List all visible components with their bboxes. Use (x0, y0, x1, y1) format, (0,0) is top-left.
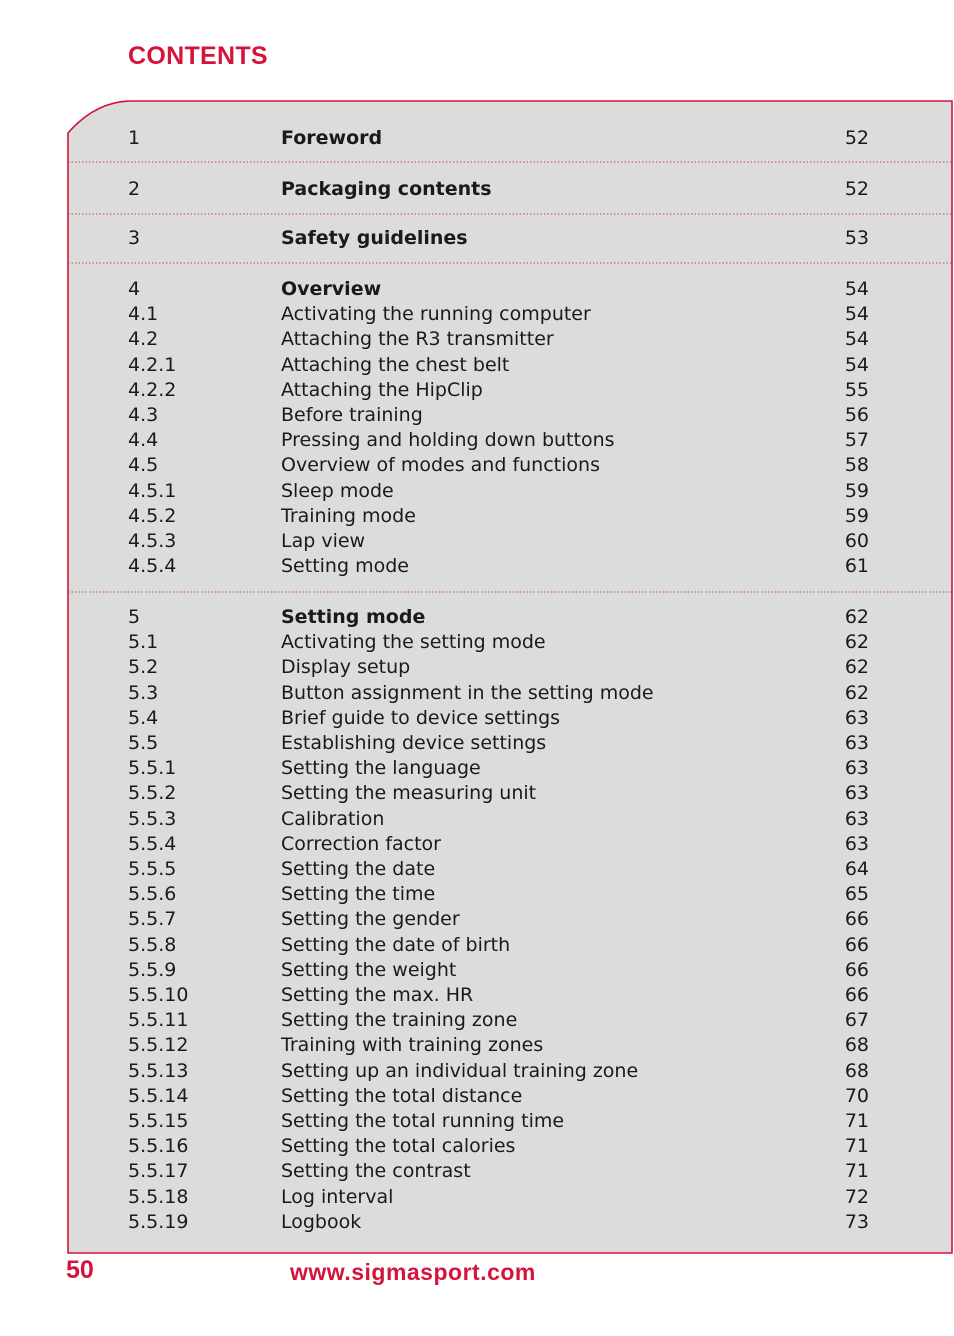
entry-number: 4.2 (128, 328, 159, 351)
entry-title: Setting mode (281, 555, 409, 578)
toc-entry[interactable] (68, 655, 952, 680)
entry-page: 63 (844, 807, 869, 830)
entry-number: 3 (128, 227, 141, 249)
entry-number: 5.5.16 (128, 1135, 189, 1158)
toc-entry[interactable] (68, 1185, 952, 1210)
entry-page: 60 (844, 530, 869, 552)
toc-entry[interactable] (68, 479, 952, 504)
website-link[interactable]: www.sigmasport.com (290, 1259, 536, 1285)
entry-title: Lap view (281, 530, 366, 552)
entry-title: Button assignment in the setting mode (281, 681, 654, 704)
entry-title: Overview of modes and functions (281, 454, 600, 477)
entry-page: 71 (844, 1135, 869, 1158)
entry-number: 4.5 (128, 454, 159, 477)
entry-title: Log interval (281, 1185, 394, 1208)
toc-entry[interactable] (68, 958, 952, 983)
entry-page: 66 (844, 958, 869, 981)
entry-title: Calibration (281, 807, 385, 830)
toc-entry[interactable] (68, 177, 952, 202)
entry-number: 4.4 (128, 429, 159, 452)
entry-title: Setting the date of birth (281, 933, 511, 956)
toc-entry[interactable] (68, 781, 952, 806)
entry-number: 5.5.5 (128, 858, 177, 880)
toc-entry[interactable] (68, 226, 952, 251)
entry-page: 66 (844, 933, 869, 956)
entry-title: Setting the total calories (281, 1135, 516, 1158)
toc-entry[interactable] (68, 353, 952, 378)
toc-entry[interactable] (68, 1210, 952, 1235)
entry-number: 4.5.4 (128, 555, 177, 578)
entry-page: 54 (844, 353, 869, 376)
toc-entry[interactable] (68, 504, 952, 529)
entry-title: Setting the total distance (281, 1084, 523, 1107)
entry-page: 54 (844, 303, 869, 326)
entry-title: Correction factor (281, 832, 441, 855)
entry-page: 54 (844, 328, 869, 351)
entry-title: Setting mode (281, 606, 426, 628)
toc-entry[interactable] (68, 706, 952, 731)
entry-page: 58 (844, 454, 869, 477)
entry-title: Training mode (281, 504, 416, 527)
entry-page: 64 (844, 858, 869, 880)
entry-page: 70 (844, 1084, 869, 1107)
entry-number: 5.5.9 (128, 958, 177, 981)
entry-title: Foreword (281, 127, 383, 149)
toc-entry[interactable] (68, 403, 952, 428)
entry-page: 63 (844, 757, 869, 780)
entry-number: 4.1 (128, 303, 159, 326)
entry-number: 5.4 (128, 706, 159, 729)
entry-title: Setting the max. HR (281, 984, 474, 1006)
entry-title: Pressing and holding down buttons (281, 429, 615, 452)
entry-page: 55 (844, 378, 869, 401)
entry-title: Overview (281, 278, 382, 300)
entry-title: Training with training zones (281, 1034, 544, 1057)
entry-title: Attaching the chest belt (281, 353, 510, 376)
entry-page: 62 (844, 606, 869, 628)
entry-page: 63 (844, 832, 869, 855)
toc-entry[interactable] (68, 529, 952, 554)
toc-entry[interactable] (68, 428, 952, 453)
entry-title: Before training (281, 404, 423, 426)
entry-number: 5.1 (128, 631, 159, 654)
entry-number: 5.2 (128, 656, 159, 679)
entry-number: 5.5.3 (128, 807, 177, 830)
entry-number: 5.5.7 (128, 908, 177, 931)
toc-entry[interactable] (68, 681, 952, 706)
entry-number: 5.5.8 (128, 933, 177, 956)
entry-number: 5.5.4 (128, 832, 177, 855)
entry-title: Setting the total running time (281, 1110, 565, 1132)
toc-entry[interactable] (68, 807, 952, 832)
entry-number: 5 (128, 606, 141, 628)
entry-page: 66 (844, 984, 869, 1006)
toc-entry[interactable] (68, 302, 952, 327)
entry-title: Setting the contrast (281, 1160, 471, 1183)
entry-number: 5.5.18 (128, 1185, 189, 1208)
toc-entry[interactable] (68, 378, 952, 403)
entry-number: 4.2.2 (128, 378, 177, 401)
toc-entry[interactable] (68, 731, 952, 756)
entry-title: Setting the training zone (281, 1009, 518, 1032)
entry-page: 52 (844, 178, 869, 200)
entry-number: 4 (128, 278, 141, 300)
entry-number: 5.5.14 (128, 1084, 189, 1107)
entry-number: 5.5.15 (128, 1110, 189, 1132)
entry-title: Setting the gender (281, 908, 460, 931)
entry-title: Attaching the R3 transmitter (281, 328, 554, 351)
toc-entry[interactable] (68, 1059, 952, 1084)
entry-page: 67 (844, 1009, 869, 1032)
entry-number: 5.5.1 (128, 757, 177, 780)
entry-page: 63 (844, 732, 869, 754)
entry-title: Establishing device settings (281, 732, 547, 754)
entry-page: 72 (844, 1185, 869, 1208)
toc-entry[interactable] (68, 832, 952, 857)
entry-page: 66 (844, 908, 869, 931)
entry-title: Activating the running computer (281, 303, 591, 326)
entry-title: Activating the setting mode (281, 631, 546, 654)
entry-number: 4.5.1 (128, 479, 177, 502)
entry-page: 56 (844, 404, 869, 426)
entry-page: 61 (844, 555, 869, 578)
entry-page: 57 (844, 429, 869, 452)
toc-entry[interactable] (68, 126, 952, 151)
entry-page: 68 (844, 1034, 869, 1057)
entry-title: Logbook (281, 1210, 362, 1233)
entry-page: 62 (844, 631, 869, 654)
entry-title: Packaging contents (281, 178, 492, 200)
entry-page: 71 (844, 1110, 869, 1132)
entry-number: 4.5.2 (128, 504, 177, 527)
entry-number: 5.5.11 (128, 1009, 189, 1032)
toc-entry[interactable] (68, 1008, 952, 1033)
entry-page: 63 (844, 706, 869, 729)
entry-number: 5.5.12 (128, 1034, 189, 1057)
entry-title: Setting up an individual training zone (281, 1059, 639, 1082)
entry-page: 73 (844, 1210, 869, 1233)
entry-number: 5.5.10 (128, 984, 189, 1006)
entry-page: 62 (844, 656, 869, 679)
entry-number: 5.5.17 (128, 1160, 189, 1183)
toc-entry[interactable] (68, 756, 952, 781)
toc-entry[interactable] (68, 453, 952, 478)
entry-number: 1 (128, 127, 141, 149)
entry-number: 2 (128, 178, 141, 200)
entry-page: 62 (844, 681, 869, 704)
contents-heading: CONTENTS (128, 42, 268, 70)
entry-page: 53 (844, 227, 869, 249)
entry-number: 4.3 (128, 404, 159, 426)
toc-entry[interactable] (68, 1033, 952, 1058)
toc-entry[interactable] (68, 554, 952, 579)
entry-title: Setting the date (281, 858, 436, 880)
entry-title: Safety guidelines (281, 227, 468, 249)
entry-number: 5.5.6 (128, 883, 177, 906)
entry-page: 63 (844, 782, 869, 805)
entry-number: 5.3 (128, 681, 159, 704)
toc-entry[interactable] (68, 857, 952, 882)
entry-title: Setting the language (281, 757, 481, 780)
entry-number: 5.5.13 (128, 1059, 189, 1082)
entry-number: 5.5.2 (128, 782, 177, 805)
toc-entry[interactable] (68, 983, 952, 1008)
entry-title: Setting the measuring unit (281, 782, 537, 805)
entry-page: 71 (844, 1160, 869, 1183)
entry-number: 4.5.3 (128, 530, 177, 552)
entry-page: 65 (844, 883, 869, 906)
entry-number: 5.5 (128, 732, 159, 754)
entry-title: Setting the time (281, 883, 436, 906)
toc-entry[interactable] (68, 907, 952, 932)
entry-title: Sleep mode (281, 479, 394, 502)
entry-title: Brief guide to device settings (281, 706, 561, 729)
entry-page: 52 (844, 127, 869, 149)
entry-page: 54 (844, 278, 869, 300)
toc-entry[interactable] (68, 1084, 952, 1109)
toc-entry[interactable] (68, 1109, 952, 1134)
toc-entry[interactable] (68, 933, 952, 958)
toc-entry[interactable] (68, 605, 952, 630)
toc-entry[interactable] (68, 882, 952, 907)
toc-entry[interactable] (68, 630, 952, 655)
toc-entry[interactable] (68, 1159, 952, 1184)
toc-entry[interactable] (68, 327, 952, 352)
toc-entry[interactable] (68, 1134, 952, 1159)
entry-title: Display setup (281, 656, 411, 679)
entry-page: 59 (844, 504, 869, 527)
entry-page: 59 (844, 479, 869, 502)
entry-number: 4.2.1 (128, 353, 177, 376)
entry-title: Setting the weight (281, 958, 457, 981)
page-number: 50 (66, 1256, 94, 1284)
entry-page: 68 (844, 1059, 869, 1082)
entry-title: Attaching the HipClip (281, 378, 483, 401)
entry-number: 5.5.19 (128, 1210, 189, 1233)
toc-entry[interactable] (68, 277, 952, 302)
